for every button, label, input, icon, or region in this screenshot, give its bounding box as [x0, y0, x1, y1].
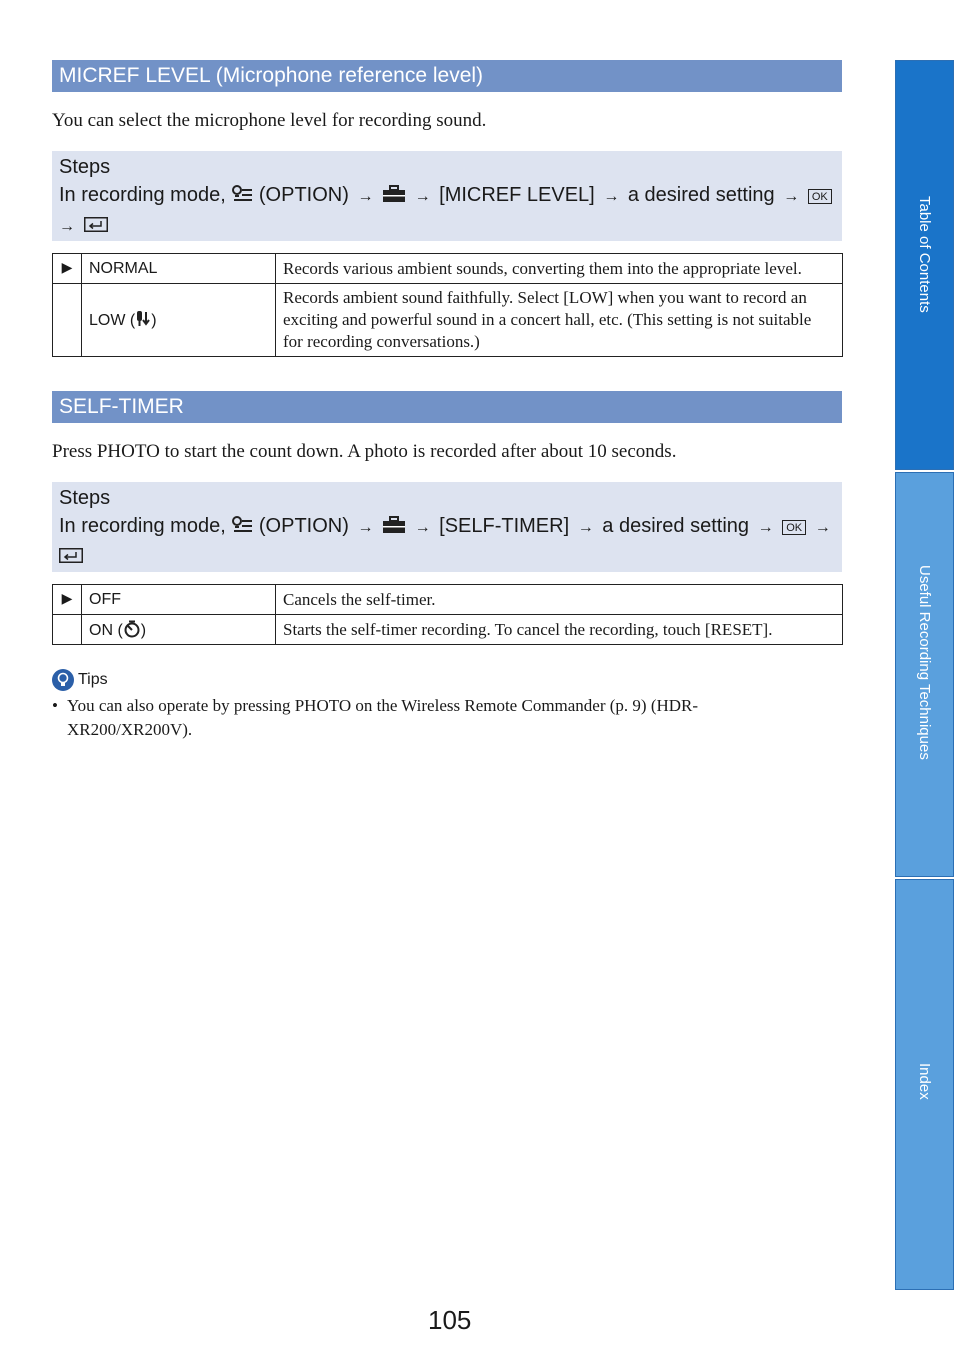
arrow-icon: → [357, 519, 374, 536]
steps-heading: Steps [59, 487, 111, 509]
option-description: Starts the self-timer recording. To cancel the recording, touch [RESET]. [276, 615, 843, 645]
arrow-icon: → [814, 519, 831, 536]
steps-box-self-timer [52, 482, 842, 572]
lightbulb-icon [52, 669, 74, 691]
option-name: NORMAL [82, 254, 276, 284]
steps-line [59, 512, 835, 542]
table-row [53, 585, 843, 615]
toolbox-icon [382, 184, 406, 204]
arrow-icon: → [783, 188, 800, 205]
options-table-micref [52, 253, 843, 357]
tab-label: Useful Recording Techniques [916, 565, 933, 760]
toolbox-icon [382, 515, 406, 535]
option-icon [231, 184, 253, 204]
page-number: 105 [428, 1305, 472, 1335]
list-item [52, 694, 752, 742]
steps-desired: a desired setting [627, 184, 775, 206]
option-description: Cancels the self-timer. [276, 585, 843, 615]
steps-prefix: In recording mode, [59, 184, 226, 206]
tab-label: Index [916, 1063, 933, 1100]
table-row [53, 254, 843, 284]
tips-title: Tips [78, 671, 108, 688]
table-row [53, 615, 843, 645]
ok-button-icon: OK [808, 189, 832, 204]
section-intro-micref: You can select the microphone level for recording sound. [52, 110, 487, 131]
bullet: • [52, 696, 58, 715]
arrow-icon: → [577, 519, 594, 536]
arrow-icon: → [357, 188, 374, 205]
arrow-icon: → [59, 218, 75, 235]
arrow-icon: → [414, 519, 431, 536]
arrow-icon: → [414, 188, 431, 205]
option-name: ON ( [89, 621, 123, 639]
section-intro-self-timer: Press PHOTO to start the count down. A photo is recorded after about 10 seconds. [52, 441, 677, 462]
steps-heading: Steps [59, 156, 111, 178]
option-name-cell [82, 284, 276, 357]
section-title-micref: MICREF LEVEL (Microphone reference level) [52, 60, 842, 92]
steps-desired: a desired setting [602, 515, 750, 537]
option-label: (OPTION) [258, 515, 349, 537]
table-row [53, 284, 843, 357]
mic-low-icon [135, 310, 151, 328]
return-icon [59, 548, 83, 563]
steps-line [59, 181, 835, 211]
arrow-icon: → [603, 188, 620, 205]
steps-item: [SELF-TIMER] [439, 515, 570, 537]
steps-line-2 [59, 211, 835, 241]
option-name: LOW ( [89, 312, 136, 329]
default-marker: ▶ [53, 254, 82, 284]
tips-heading [52, 669, 108, 691]
option-name-cell [82, 615, 276, 645]
tab-table-of-contents[interactable] [895, 60, 954, 470]
option-label: (OPTION) [258, 184, 349, 206]
tab-index[interactable] [895, 879, 954, 1290]
option-name: OFF [82, 585, 276, 615]
default-marker [53, 284, 82, 357]
default-marker: ▶ [53, 585, 82, 615]
section-title-self-timer: SELF-TIMER [52, 391, 842, 423]
steps-item: [MICREF LEVEL] [439, 184, 595, 206]
timer-icon [123, 620, 141, 638]
arrow-icon: → [757, 519, 774, 536]
option-description: Records various ambient sounds, converting them into the appropriate level. [276, 254, 843, 284]
tab-label: Table of Contents [916, 196, 933, 313]
steps-line-2 [59, 542, 835, 570]
options-table-self-timer [52, 584, 843, 645]
option-name-suffix: ) [151, 312, 157, 329]
tab-useful-recording-techniques[interactable] [895, 472, 954, 877]
steps-prefix: In recording mode, [59, 515, 226, 537]
ok-button-icon: OK [782, 520, 806, 535]
tip-text: You can also operate by pressing PHOTO on the Wireless Remote Commander (p. 9) (HDR-XR200/XR200V). [67, 696, 699, 739]
steps-box-micref [52, 151, 842, 241]
default-marker [53, 615, 82, 645]
option-description: Records ambient sound faithfully. Select [LOW] when you want to record an exciting and powerful sound in a concert hall, etc. (This setting is not suitable for recording conversations.) [276, 284, 843, 357]
option-icon [231, 515, 253, 535]
return-icon [84, 217, 108, 232]
option-name-suffix: ) [140, 621, 147, 639]
